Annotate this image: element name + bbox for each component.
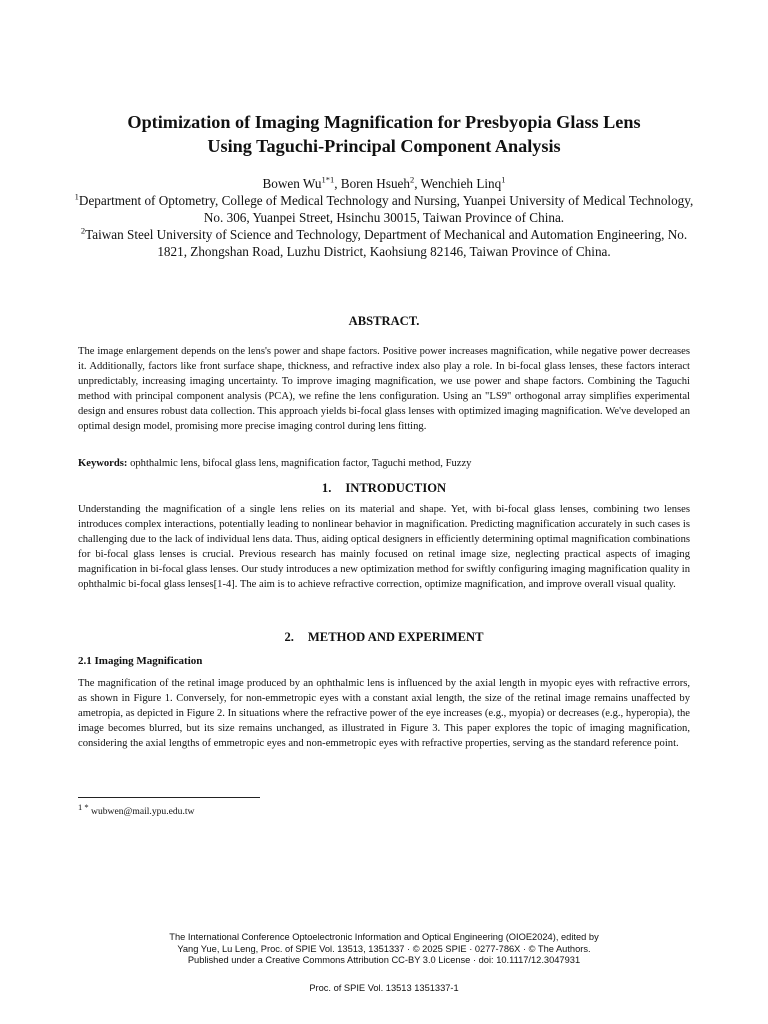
author-block	[70, 175, 698, 260]
keywords	[78, 456, 690, 471]
section-2-number: 2.	[284, 630, 294, 644]
affiliation-1-mark: 1	[74, 191, 79, 202]
keywords-list: ophthalmic lens, bifocal glass lens, magnification factor, Taguchi method, Fuzzy	[127, 458, 472, 469]
author-1: Bowen Wu	[262, 176, 322, 191]
footnote-mark: 1 *	[78, 801, 89, 812]
title-line-2: Using Taguchi-Principal Component Analysis	[207, 136, 561, 156]
footnote	[78, 801, 195, 817]
citation-footer	[100, 932, 668, 967]
author-2: Boren Hsueh	[340, 176, 411, 191]
subsection-2-1-heading: 2.1 Imaging Magnification	[78, 655, 203, 667]
affiliation-1	[70, 192, 698, 226]
author-3: Wenchieh Linq	[420, 176, 502, 191]
section-2-title: METHOD AND EXPERIMENT	[307, 630, 484, 644]
section-1-text: Understanding the magnification of a single lens relies on its material and shape. Yet, with bi-focal glass lenses, combining two lenses introduces complex interactions, potentially leading to nonlinear behavior in magnification. Predicting magnification accurately in such cases is challenging due to the lack of individual lens data. Thus, aiding optical designers in efficiently determining optimal magnification combinations for bi-focal glass lenses is crucial. Previous research has mainly focused on retinal image size, neglecting practical aspects of imaging magnification in bi-focal glass lenses. Our study introduces a new optimization method for swiftly configuring imaging magnification quality in ophthalmic bi-focal glass lenses[1-4]. The aim is to achieve refractive correction, optimize magnification, and improve overall visual quality.	[78, 504, 690, 590]
paper-title	[40, 110, 728, 158]
title-line-1: Optimization of Imaging Magnification for Presbyopia Glass Lens	[127, 112, 641, 132]
footer-line-2: Yang Yue, Lu Leng, Proc. of SPIE Vol. 13513, 1351337 · © 2025 SPIE · 0277-786X · © The Authors.	[177, 943, 591, 954]
footer-line-1: The International Conference Optoelectronic Information and Optical Engineering (OIOE2024), edited by	[169, 932, 599, 942]
author-3-affiliation-mark: 1	[501, 174, 506, 185]
section-2-1-text: The magnification of the retinal image produced by an ophthalmic lens is influenced by the axial length in myopic eyes with refractive errors, as shown in Figure 1. Conversely, for non-emmetropic eyes with a constant axial length, the size of the retinal image remains unaffected by ametropia, as depicted in Figure 2. In situations where the refractive power of the eye increases (e.g., myopia) or decreases (e.g., hyperopia), the image becomes blurred, but its size remains unchanged, as illustrated in Figure 3. This paper explores the topic of imaging magnification, considering the axial lengths of emmetropic eyes and non-emmetropic eyes with refractive properties, serving as the standard reference point.	[78, 678, 690, 749]
footnote-email[interactable]: wubwen@mail.ypu.edu.tw	[88, 806, 195, 817]
author-1-affiliation-mark: 1*1	[321, 174, 335, 185]
author-names	[70, 175, 698, 192]
section-1-heading	[78, 480, 690, 496]
affiliation-1-text: Department of Optometry, College of Medical Technology and Nursing, Yuanpei University of Medical Technology, No. 306, Yuanpei Street, Hsinchu 30015, Taiwan Province of China.	[78, 193, 694, 225]
section-2-heading	[78, 629, 690, 645]
author-2-affiliation-mark: 2	[410, 174, 415, 185]
section-1-number: 1.	[321, 481, 332, 495]
affiliation-2-text: Taiwan Steel University of Science and Technology, Department of Mechanical and Automation Engineering, No. 1821, Zhongshan Road, Luzhu District, Kaohsiung 82146, Taiwan Province of China.	[85, 227, 688, 259]
affiliation-2-mark: 2	[80, 225, 86, 236]
abstract-text: The image enlargement depends on the lens's power and shape factors. Positive power increases magnification, while negative power decreases it. Additionally, factors like front surface shape, thickness, and refractive index also play a role. In bi-focal glass lenses, these factors interact unpredictably, increasing imaging uncertainty. To improve imaging magnification, we use power and shape factors. Combining the Taguchi method with principal component analysis (PCA), we refine the lens configuration. Using an "LS9" orthogonal array simplifies experimental design and ensures robust data collection. This approach yields bi-focal glass lenses with optimized imaging magnification. We've developed an optimal design model, promising more precise imaging control during lens fitting.	[78, 346, 690, 432]
author-separator: ,	[414, 176, 421, 191]
page-number: Proc. of SPIE Vol. 13513 1351337-1	[309, 983, 459, 993]
section-1-title: INTRODUCTION	[345, 481, 447, 495]
author-separator: ,	[334, 176, 341, 191]
footnote-rule	[78, 797, 260, 798]
abstract-heading: ABSTRACT.	[348, 314, 420, 328]
keywords-label: Keywords:	[78, 458, 128, 469]
affiliation-2	[70, 226, 698, 260]
footer-line-3: Published under a Creative Commons Attribution CC-BY 3.0 License · doi: 10.1117/12.3047931	[187, 955, 581, 965]
